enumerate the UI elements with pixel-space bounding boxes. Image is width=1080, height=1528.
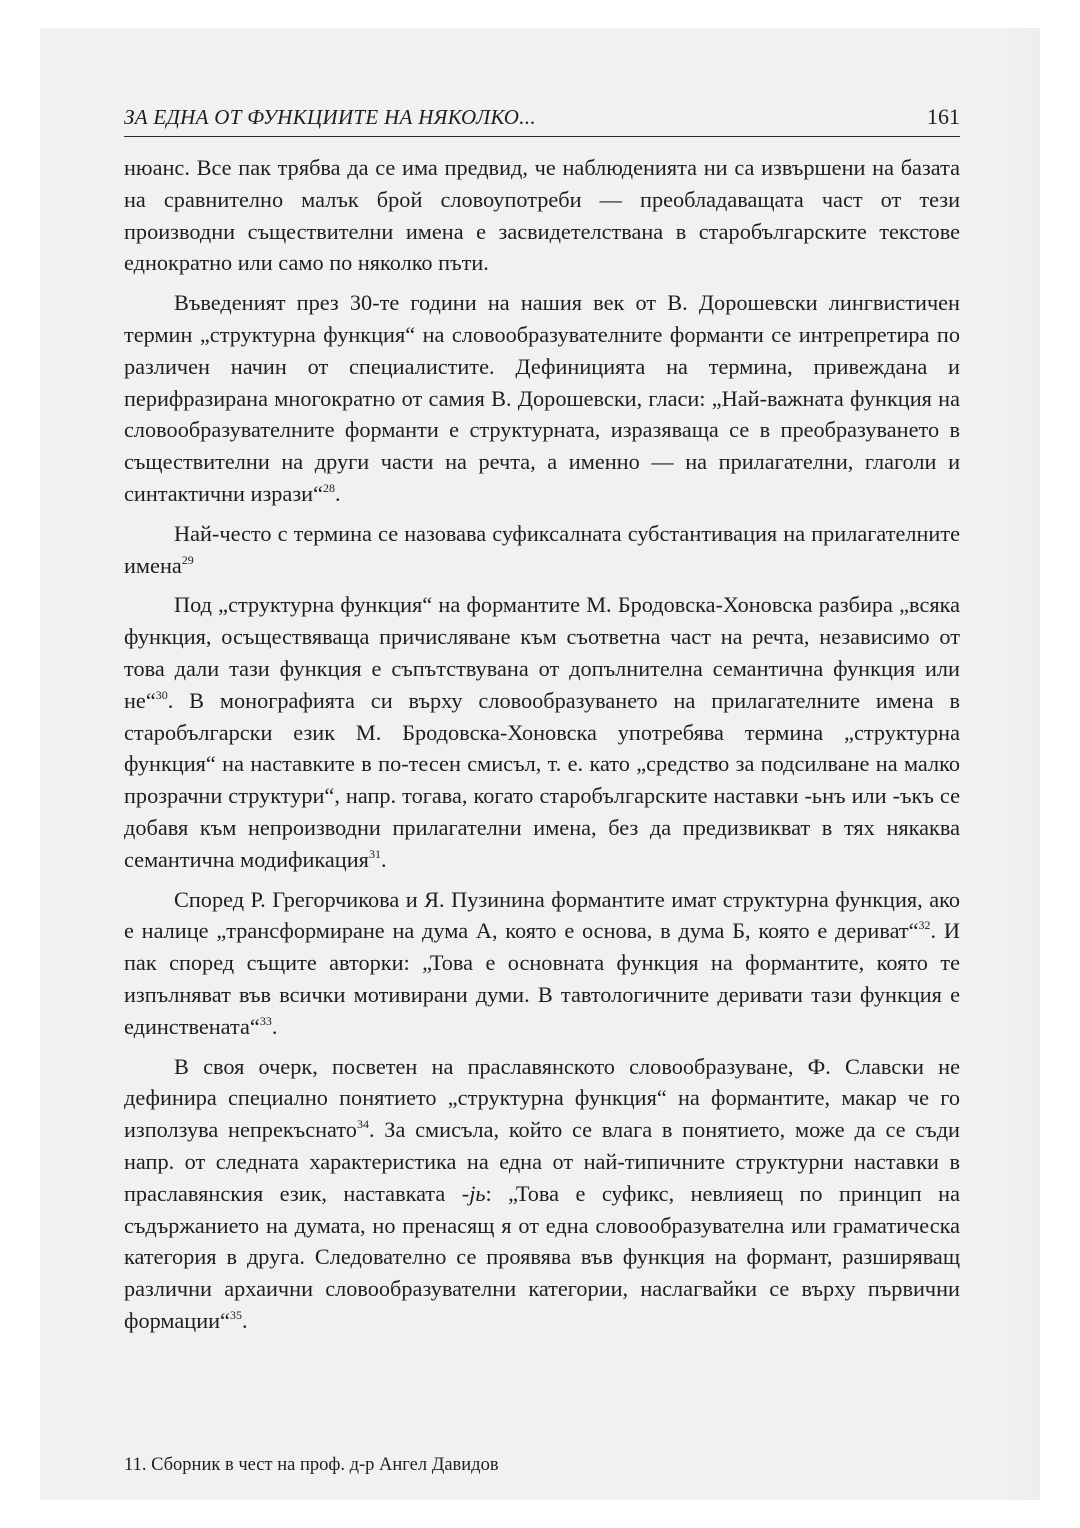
footnote-ref: 34 [356,1117,369,1132]
footnote-ref: 32 [918,918,931,933]
page-number: 161 [927,104,960,129]
text-run: . [271,1013,278,1039]
text-run: Най-често с термина се назовава суфиксалната субстантивация на прилагателните имена [124,520,960,578]
text-run: . За смисъла, който се влага в понятието, може да се съди напр. от следната характеристика на една от най-типичните структурни наставки в праславянския език, наставката [124,1117,960,1206]
paragraph [124,589,960,875]
book-page [124,28,960,1500]
footnote-ref: 33 [259,1013,272,1028]
running-header [124,102,960,132]
text-run: Под „структурна функция“ на формантите М. Бродовска-Хоновска разбира „всяка функция, осъществяваща причисляване към съответна част на речта, независимо от това дали тази функция е съпътствувана от допълнителна семантична функция или не“ [124,592,960,713]
header-rule [124,136,960,137]
text-run: . [334,480,341,506]
signature-footer: 11. Сборник в чест на проф. д-р Ангел Давидов [124,1455,499,1475]
text-run: . В монографията си върху словообразуването на прилагателните имена в старобългарски език М. Бродовска-Хоновска употребява термина „структурна функция“ на наставките в по-тесен смисъл, т. е. като „средство за подсилване на малко прозрачни структури“, напр. тогава, когато старобългарските наставки -ьнъ или -ъкъ се добавя към непроизводни прилагателни имена, без да предизвикват в тях някаква семантична модификация [124,687,960,872]
paragraph [124,152,960,279]
footnote-ref: 30 [155,687,168,702]
scanned-page [40,28,1040,1500]
footnote-ref: 31 [368,846,381,861]
paragraph [124,884,960,1043]
paragraph [124,287,960,510]
text-run: Въведеният през 30-те години на нашия век от В. Дорошевски лингвистичен термин „структурна функция“ на словообразувателните форманти се интрепретира по различен начин от специалистите. Дефиницията на термина, привеждана и перифразирана многократно от самия В. Дорошевски, гласи: „Най-важната функция на словообразувателните форманти е структурната, изразяваща се в преобразуването в съществителни на други части на речта, а именно — на прилагателни, глаголи и синтактични изрази“ [124,290,960,506]
text-run: В своя очерк, посветен на праславянското словообразуване, Ф. Славски не дефинира специално понятието „структурна функция“ на формантите, макар че го използува непрекъснато [124,1053,960,1143]
page-edge-shadow [1004,28,1040,1500]
paragraph [124,518,960,582]
footnote-ref: 29 [181,552,194,567]
text-run: . И пак според същите авторки: „Това е основната функция на формантите, която те изпълняват във всички мотивирани думи. В тавтологичните деривати тази функция е единствената“ [124,918,960,1039]
footnote-ref: 35 [229,1307,242,1322]
footnote-ref: 28 [322,480,335,495]
body-text [124,152,960,1345]
text-run: . [241,1307,248,1333]
text-run: . [380,846,387,872]
text-run: нюанс. Все пак трябва да се има предвид, че наблюденията ни са извършени на базата на сравнително малък брой словоупотреби — преобладаващата част от тези производни съществителни имена е засвидетелствана в старобългарските текстове еднократно или само по няколко пъти. [124,155,960,276]
text-run: Според Р. Грегорчикова и Я. Пузинина формантите имат структурна функция, ако е налице „трансформиране на дума А, която е основа, в дума Б, която е дериват“ [124,886,960,944]
italic-term: -jь [461,1180,486,1206]
running-title: ЗА ЕДНА ОТ ФУНКЦИИТЕ НА НЯКОЛКО... [124,105,536,129]
paragraph [124,1051,960,1337]
text-run: : „Това е суфикс, невлияещ по принцип на съдържанието на думата, но пренасящ я от една словообразувателна или граматическа категория в друга. Следователно се проявява във функция на формант, разширяващ различни архаични словообразувателни категории, наслагвайки се върху първични формации“ [124,1180,960,1333]
